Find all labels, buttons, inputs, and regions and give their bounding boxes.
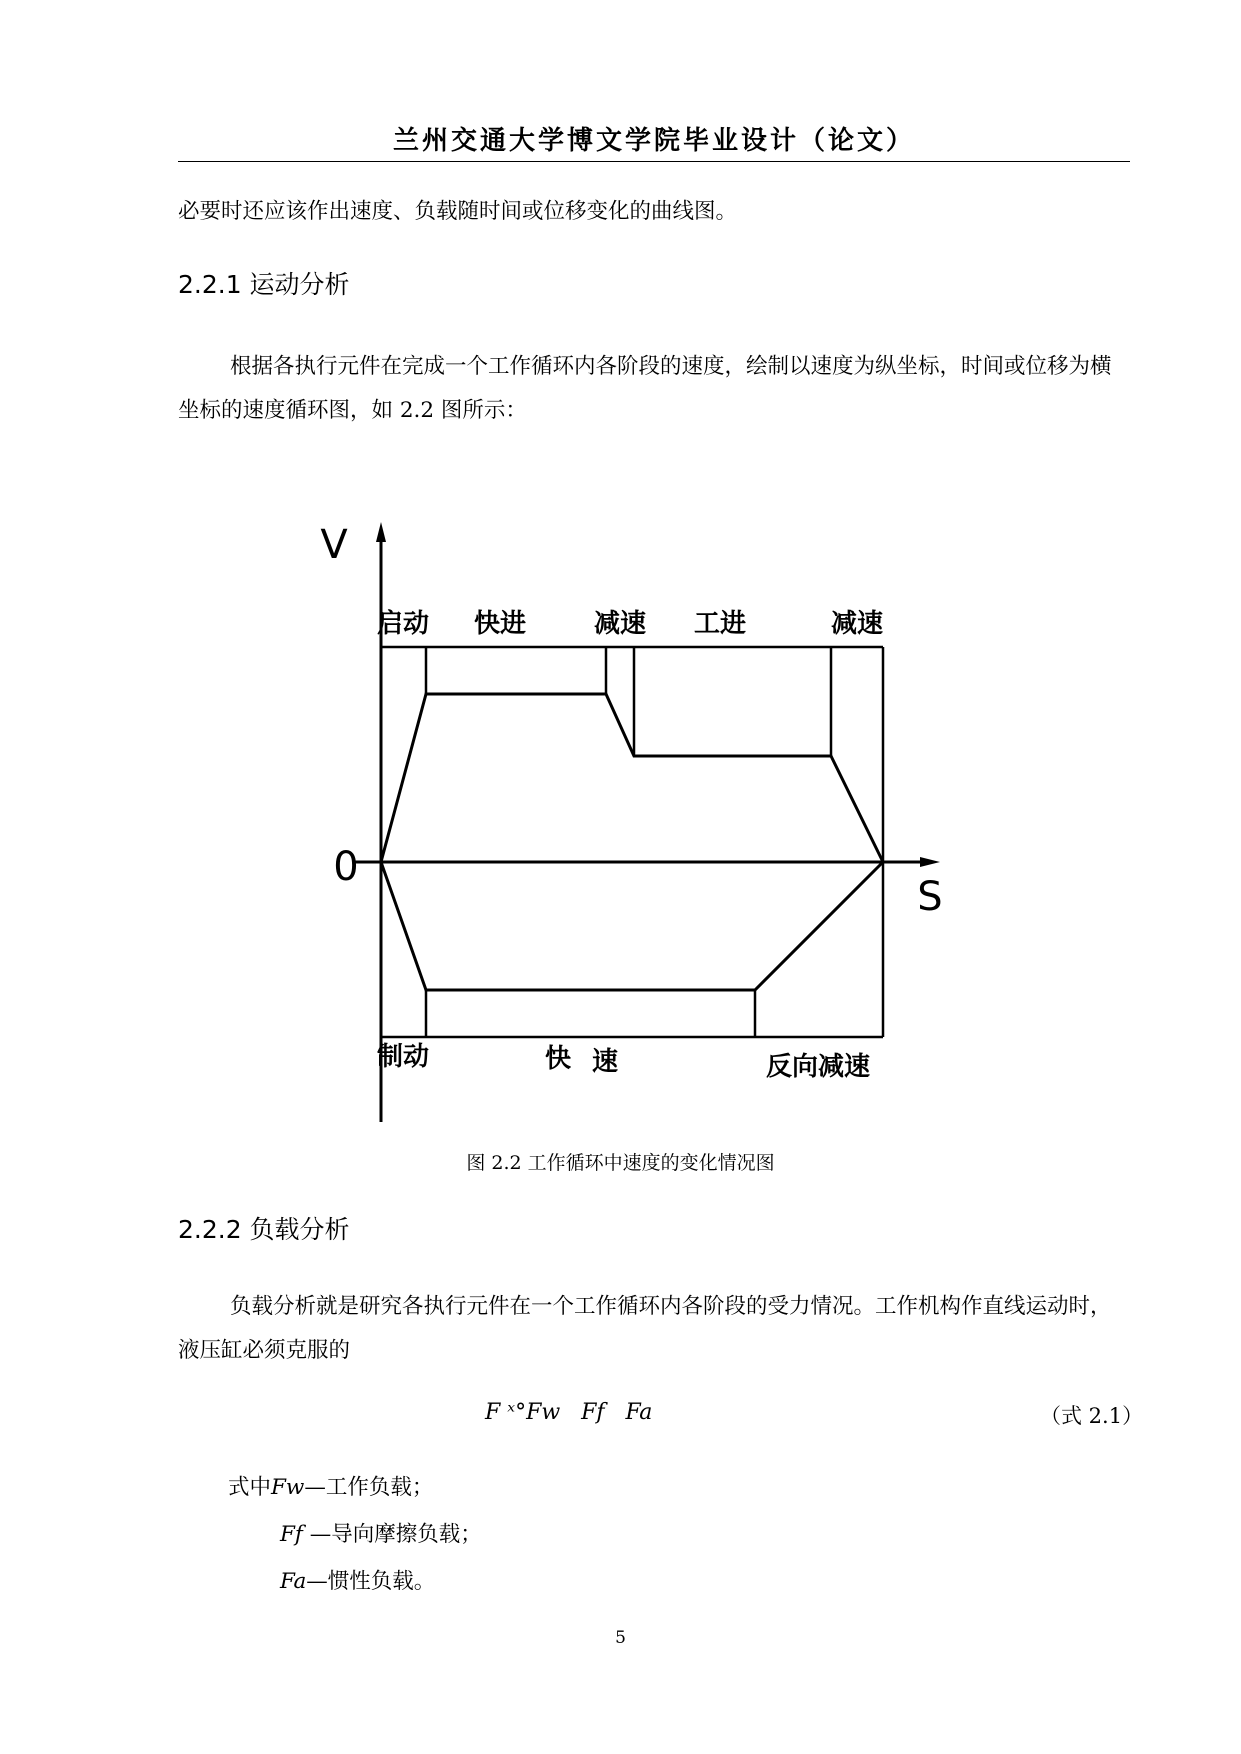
phase-label-decel-2: 减速 xyxy=(830,609,884,639)
definition-fa: Fa—惯性负载。 xyxy=(280,1569,436,1594)
return-velocity-curve xyxy=(381,862,883,990)
page-number: 5 xyxy=(615,1628,626,1648)
phase-label-fast-forward: 快进 xyxy=(473,609,527,639)
page-header: 兰州交通大学博文学院毕业设计（论文） xyxy=(392,126,915,156)
intro-paragraph: 必要时还应该作出速度、负载随时间或位移变化的曲线图。 xyxy=(178,199,738,224)
v-axis-arrow xyxy=(376,522,386,542)
header-rule xyxy=(178,161,1130,162)
s-axis-arrow xyxy=(920,857,940,867)
phase-label-fast: 快 xyxy=(544,1044,572,1074)
definition-fw: 式中Fw—工作负载； xyxy=(228,1475,434,1500)
figure-caption: 图 2.2 工作循环中速度的变化情况图 xyxy=(466,1152,775,1174)
motion-paragraph: 根据各执行元件在完成一个工作循环内各阶段的速度，绘制以速度为纵坐标，时间或位移为横坐标的速度循环图，如 2.2 图所示： xyxy=(178,354,1112,423)
symbol-definitions xyxy=(228,1464,482,1605)
origin-label: 0 xyxy=(333,844,359,890)
phase-label-speed: 速 xyxy=(591,1047,619,1077)
phase-label-brake: 制动 xyxy=(376,1042,430,1072)
section-heading-load: 2.2.2 负载分析 xyxy=(178,1215,350,1244)
equation-number: （式 2.1） xyxy=(1040,1404,1144,1428)
phase-label-work-feed: 工进 xyxy=(693,609,747,639)
velocity-cycle-diagram xyxy=(300,510,960,1140)
phase-label-decel-1: 减速 xyxy=(593,609,647,639)
equation-2-1: F ˣ°Fw Ff Fa xyxy=(485,1400,653,1425)
load-paragraph: 负载分析就是研究各执行元件在一个工作循环内各阶段的受力情况。工作机构作直线运动时，液压缸必须克服的 xyxy=(178,1294,1112,1363)
axis-s-label: S xyxy=(917,874,943,920)
axis-v-label: V xyxy=(320,522,348,568)
phase-label-start: 启动 xyxy=(376,609,430,639)
section-heading-motion: 2.2.1 运动分析 xyxy=(178,270,350,299)
definition-ff: Ff —导向摩擦负载； xyxy=(280,1522,482,1547)
phase-label-reverse-decel: 反向减速 xyxy=(765,1052,871,1082)
forward-velocity-curve xyxy=(381,694,883,862)
